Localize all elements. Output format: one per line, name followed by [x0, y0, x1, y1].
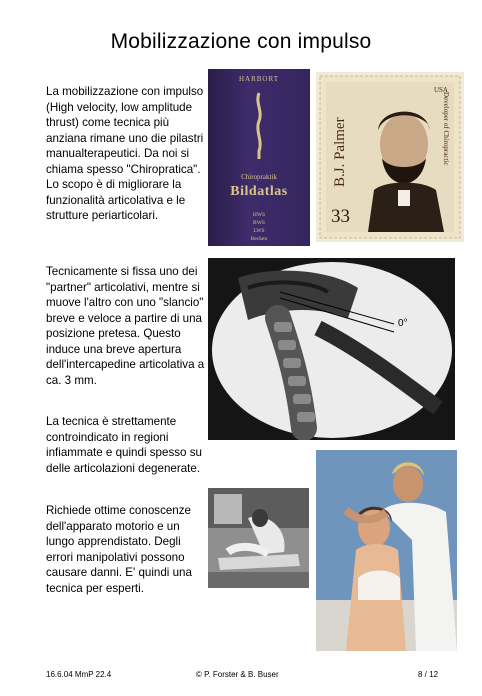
page-title: Mobilizzazione con impulso: [110, 30, 372, 53]
stamp-caption: Developer of Chiropractic: [442, 92, 450, 166]
book-subtitle: Chiropraktik: [241, 173, 277, 181]
book-brand: HARBORT: [238, 75, 280, 83]
footer-date-reference: 16.6.04 MmP 22.4: [46, 670, 112, 679]
postage-stamp-image: [316, 72, 464, 242]
xray-artwork: [208, 258, 455, 440]
book-list-item: Becken: [250, 236, 268, 242]
stamp-country: USA: [433, 86, 448, 94]
footer-authors: © P. Forster & B. Buser: [196, 670, 279, 679]
treatment-photo-artwork: [316, 450, 457, 651]
book-list-item: BWS: [253, 220, 265, 226]
paragraph-technique: Tecnicamente si fissa uno dei "partner" articolativi, mentre si muove l'altro con uno "slancio" breve e veloce a partire di una posizione pretesa. Questo induce una breve apertura dell'intercapedine articolativa a ca. 3 mm.: [46, 265, 205, 387]
book-contents-list: [208, 211, 310, 243]
book-list-item: HWS: [252, 212, 266, 218]
xray-angle-label: 0°: [398, 318, 408, 329]
stamp-value: 33: [331, 206, 350, 227]
footer-page-number: 8 / 12: [418, 670, 439, 679]
historic-manipulation-photo: [208, 488, 309, 588]
paragraph-requirements: Richiede ottime conoscenze dell'apparato motorio e un lungo apprendistato. Degli errori manipolativi possono causare danni. E' quindi una tecnica per esperti.: [46, 504, 192, 595]
cervical-xray-image: [208, 258, 455, 440]
paragraph-contraindications: La tecnica è strettamente controindicato in regioni infiammate e quindi spesso su delle articolazioni degenerate.: [46, 415, 202, 475]
book-cover-image: [208, 69, 310, 246]
book-title: Bildatlas: [230, 184, 288, 199]
historic-photo-artwork: [208, 488, 309, 588]
paragraph-intro: La mobilizzazione con impulso (High velocity, low amplitude thrust) come tecnica più anziana rimane uno die pilastri manualterapeutici. Da noi si chiama spesso "Chiropratica". Lo scopo è di migliorare la funzionalità articolativa e le strutture periarticolari.: [46, 85, 204, 222]
treatment-photo: [316, 450, 457, 651]
spine-figure-icon: [253, 91, 265, 161]
book-list-item: LWS: [253, 228, 265, 234]
stamp-name: B.J. Palmer: [332, 117, 348, 187]
